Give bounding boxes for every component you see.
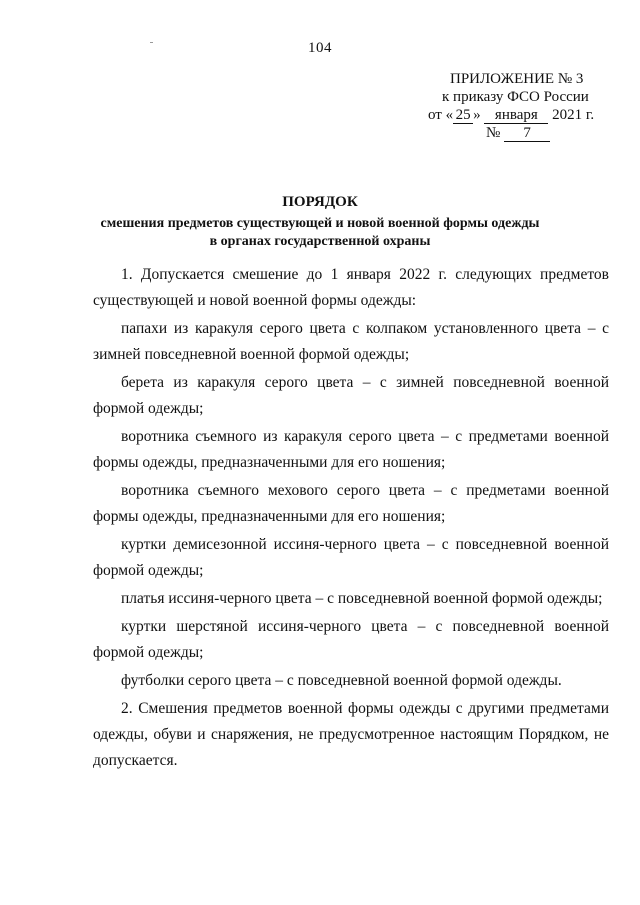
paragraph-item-beret: берета из каракуля серого цвета – с зимней повседневной военной формой одежды;: [93, 374, 609, 417]
document-title: [0, 192, 640, 251]
number-value: 7: [504, 126, 550, 142]
document-body: [93, 262, 609, 774]
title-subtitle-line1: смешения предметов существующей и новой военной формы одежды: [100, 216, 540, 231]
paragraph-item-astrakhan-collar: воротника съемного из каракуля серого цвета – с предметами военной формы одежды, предназначенными для его ношения;: [93, 428, 609, 471]
number-prefix: №: [486, 125, 501, 141]
title-subtitle-line2: в органах государственной охраны: [209, 234, 431, 249]
paragraph-item-demiseason-jacket: куртки демисезонной иссиня-черного цвета – с повседневной военной формой одежды;: [93, 536, 609, 579]
date-mid: »: [473, 107, 481, 123]
date-prefix: от «: [428, 107, 454, 123]
appendix-number: [486, 124, 550, 142]
date-year: 2021 г.: [552, 107, 595, 123]
paragraph-item-fur-collar: воротника съемного мехового серого цвета – с предметами военной формы одежды, предназначенными для его ношения;: [93, 482, 609, 525]
title-main: ПОРЯДОК: [282, 194, 358, 210]
paragraph-item-papakha: папахи из каракуля серого цвета с колпаком установленного цвета – с зимней повседневной военной формой одежды;: [93, 320, 609, 363]
paragraph-item-tshirt: футболки серого цвета – с повседневной военной формой одежды.: [121, 672, 562, 689]
date-day: 25: [453, 108, 473, 124]
appendix-title: ПРИЛОЖЕНИЕ № 3: [450, 71, 584, 87]
paragraph-2: 2. Смешения предметов военной формы одежды с другими предметами одежды, обуви и снаряжения, не предусмотренное настоящим Порядком, не допускается.: [93, 700, 609, 769]
paragraph-1: 1. Допускается смешение до 1 января 2022 г. следующих предметов существующей и новой военной формы одежды:: [93, 266, 609, 309]
paragraph-item-wool-jacket: куртки шерстяной иссиня-черного цвета – с повседневной военной формой одежды;: [93, 618, 609, 661]
appendix-order-ref: к приказу ФСО России: [442, 89, 589, 105]
date-month: января: [484, 108, 548, 124]
appendix-date: [428, 106, 594, 124]
page-number: 104: [308, 40, 332, 56]
paragraph-item-dress: платья иссиня-черного цвета – с повседневной военной формой одежды;: [121, 590, 603, 607]
